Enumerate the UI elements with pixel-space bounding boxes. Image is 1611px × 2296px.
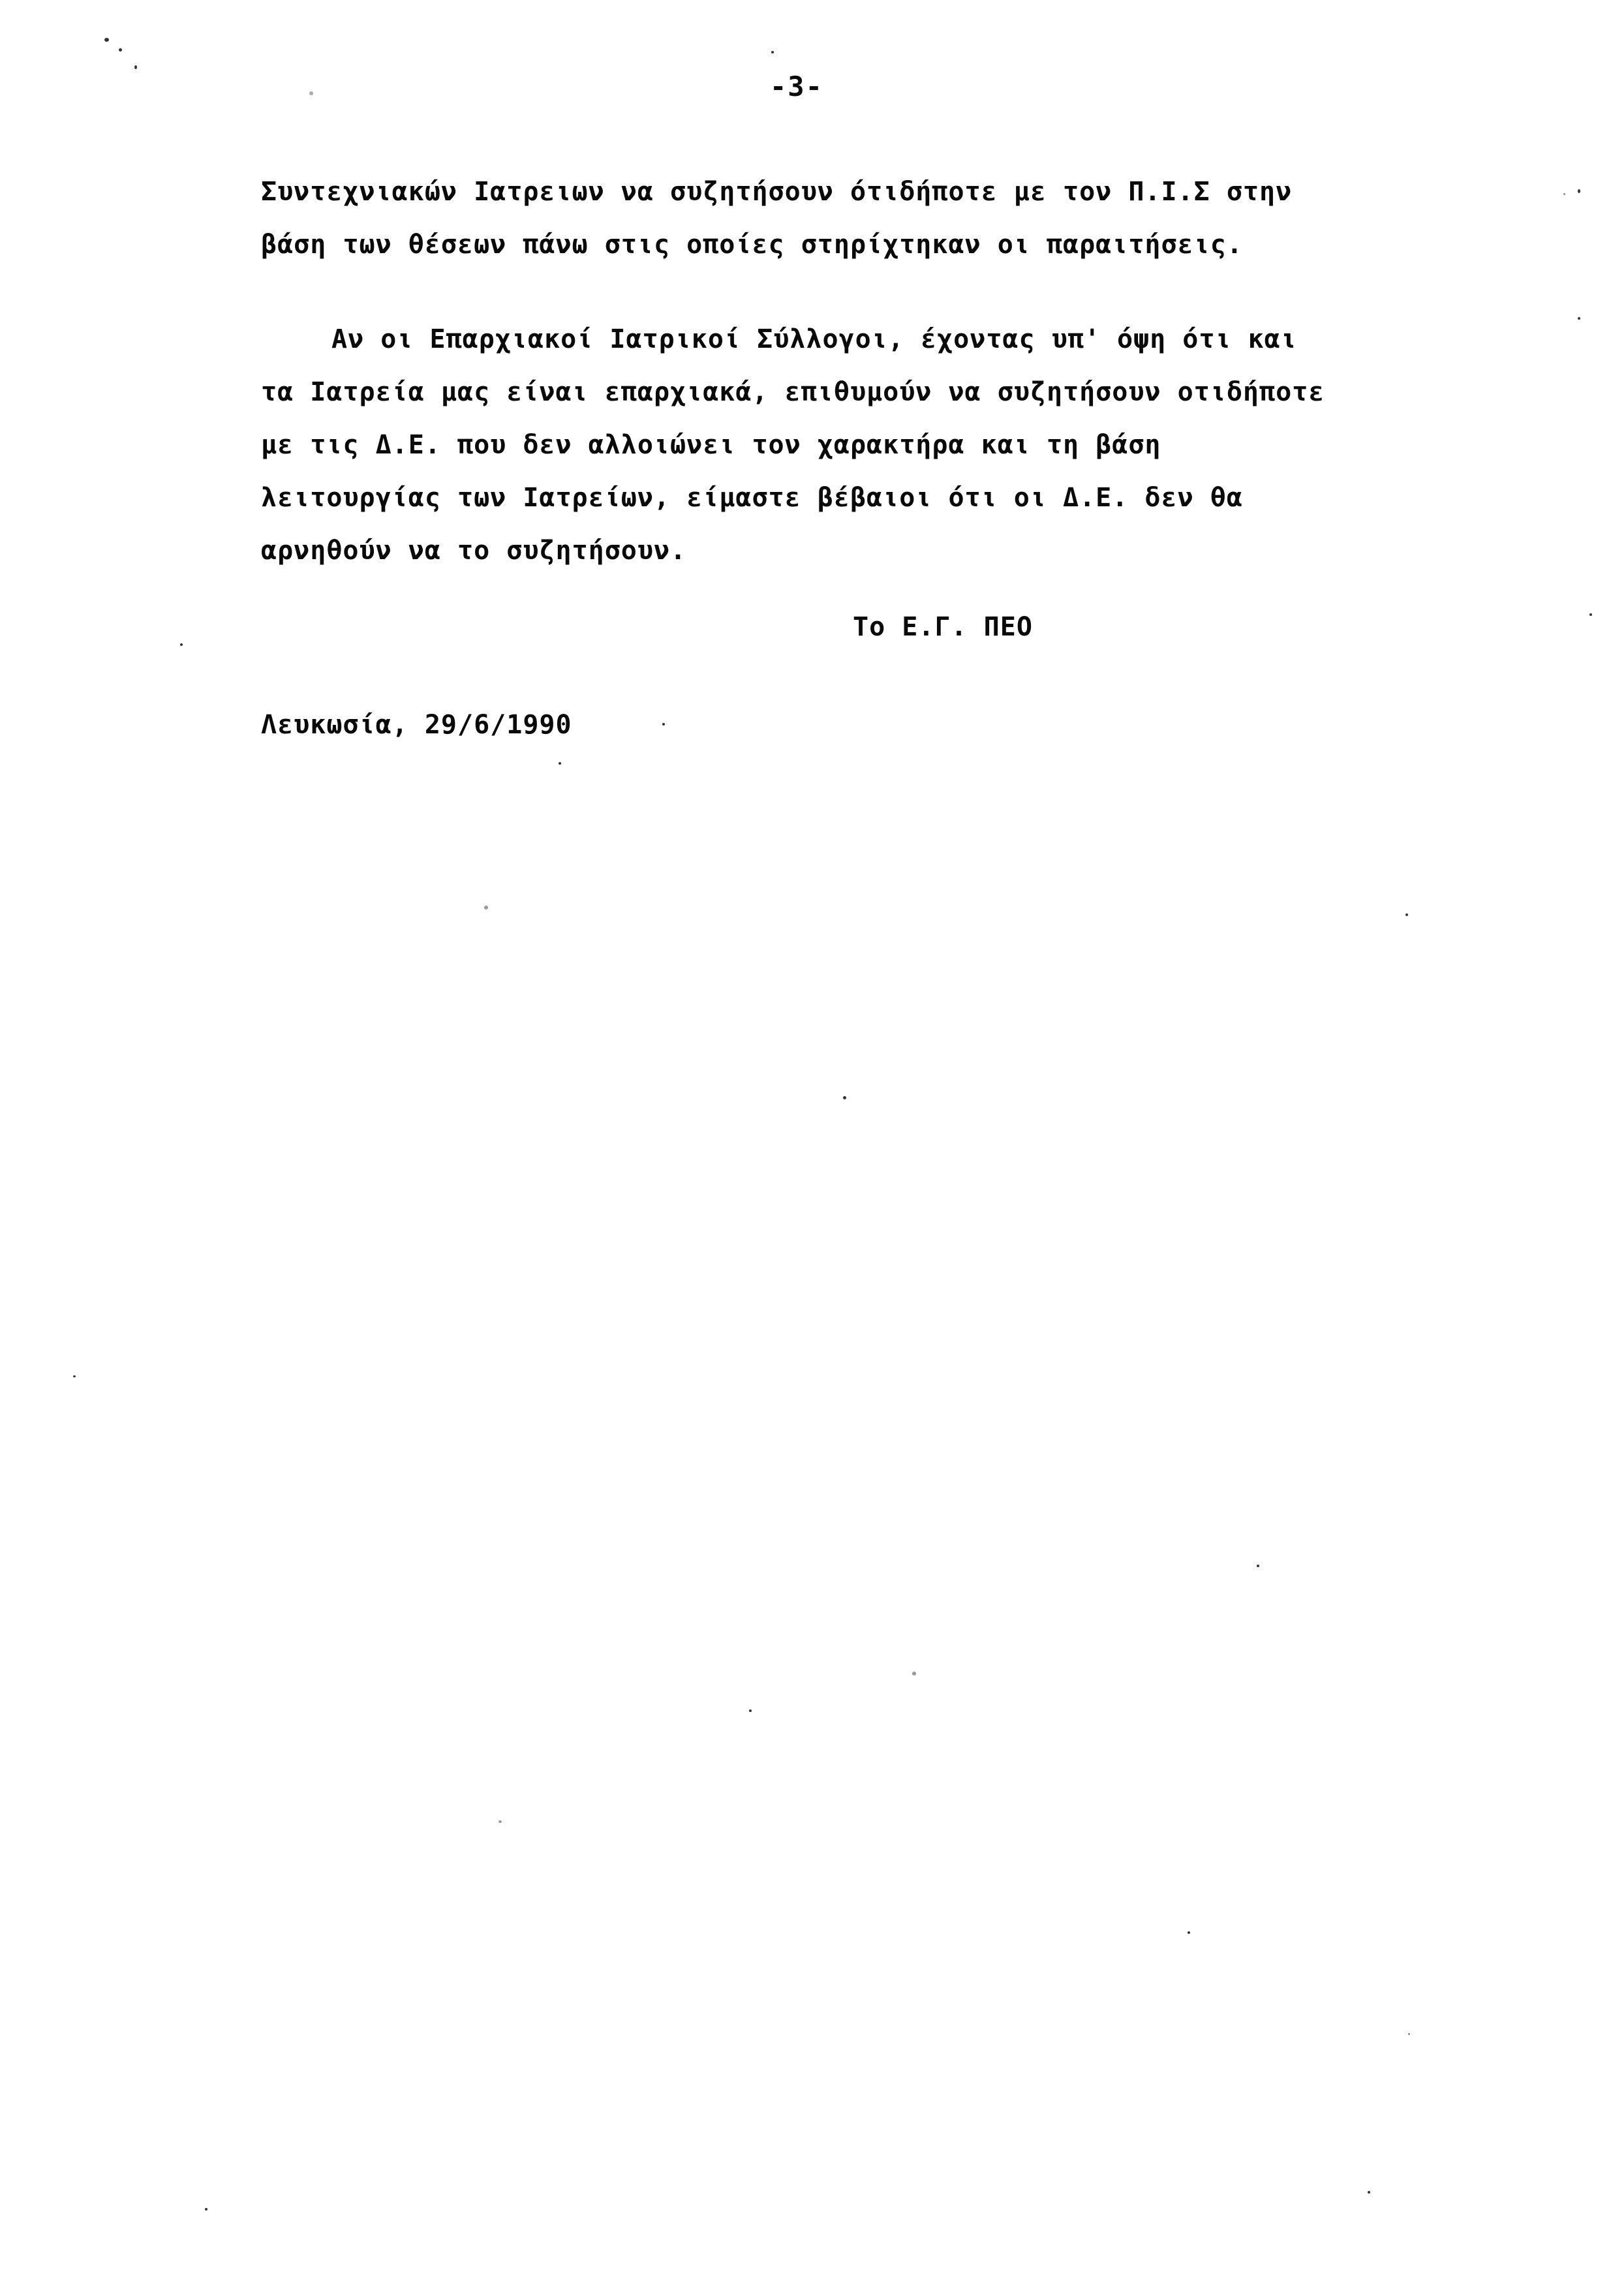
text-line: με τις Δ.Ε. που δεν αλλοιώνει τον χαρακτήρα και τη βάση	[261, 430, 1161, 460]
speck	[559, 762, 561, 765]
speck	[73, 1375, 76, 1377]
text-line: Συντεχνιακών Ιατρειων να συζητήσουν ότιδήποτε με τον Π.Ι.Σ στην	[261, 177, 1293, 207]
text-line: Αν οι Επαρχιακοί Ιατρικοί Σύλλογοι, έχοντας υπ' όψη ότι και	[331, 324, 1297, 354]
speck	[1368, 2191, 1370, 2194]
speck	[1578, 317, 1580, 320]
speck	[912, 1672, 916, 1676]
speck	[843, 1096, 846, 1099]
speck	[1563, 193, 1565, 195]
signature: Το Ε.Γ. ΠΕΟ	[853, 612, 1033, 642]
speck	[119, 48, 122, 52]
speck	[484, 906, 488, 910]
speck	[662, 723, 665, 726]
text-line: λειτουργίας των Ιατρείων, είμαστε βέβαιοι ότι οι Δ.Ε. δεν θα	[261, 483, 1243, 513]
speck	[771, 51, 774, 54]
text-line: αρνηθούν να το συζητήσουν.	[261, 536, 687, 566]
text-line: βάση των θέσεων πάνω στις οποίες στηρίχτηκαν οι παραιτήσεις.	[261, 230, 1243, 260]
speck	[499, 1820, 502, 1823]
speck	[1408, 2033, 1410, 2035]
place-and-date: Λευκωσία, 29/6/1990	[261, 710, 572, 740]
speck	[1578, 189, 1580, 193]
page-number: -3-	[770, 70, 823, 102]
speck	[104, 38, 109, 42]
speck	[1405, 913, 1408, 916]
speck	[1257, 1565, 1259, 1567]
speck	[309, 91, 313, 95]
paragraph-main	[261, 313, 1370, 577]
speck	[180, 643, 183, 646]
paragraph-continuation	[261, 166, 1370, 271]
speck	[134, 65, 137, 69]
text-line: τα Ιατρεία μας είναι επαρχιακά, επιθυμούν να συζητήσουν οτιδήποτε	[261, 377, 1325, 407]
speck	[205, 2208, 207, 2211]
speck	[1589, 613, 1592, 616]
speck	[749, 1709, 752, 1712]
speck	[1188, 1931, 1190, 1934]
